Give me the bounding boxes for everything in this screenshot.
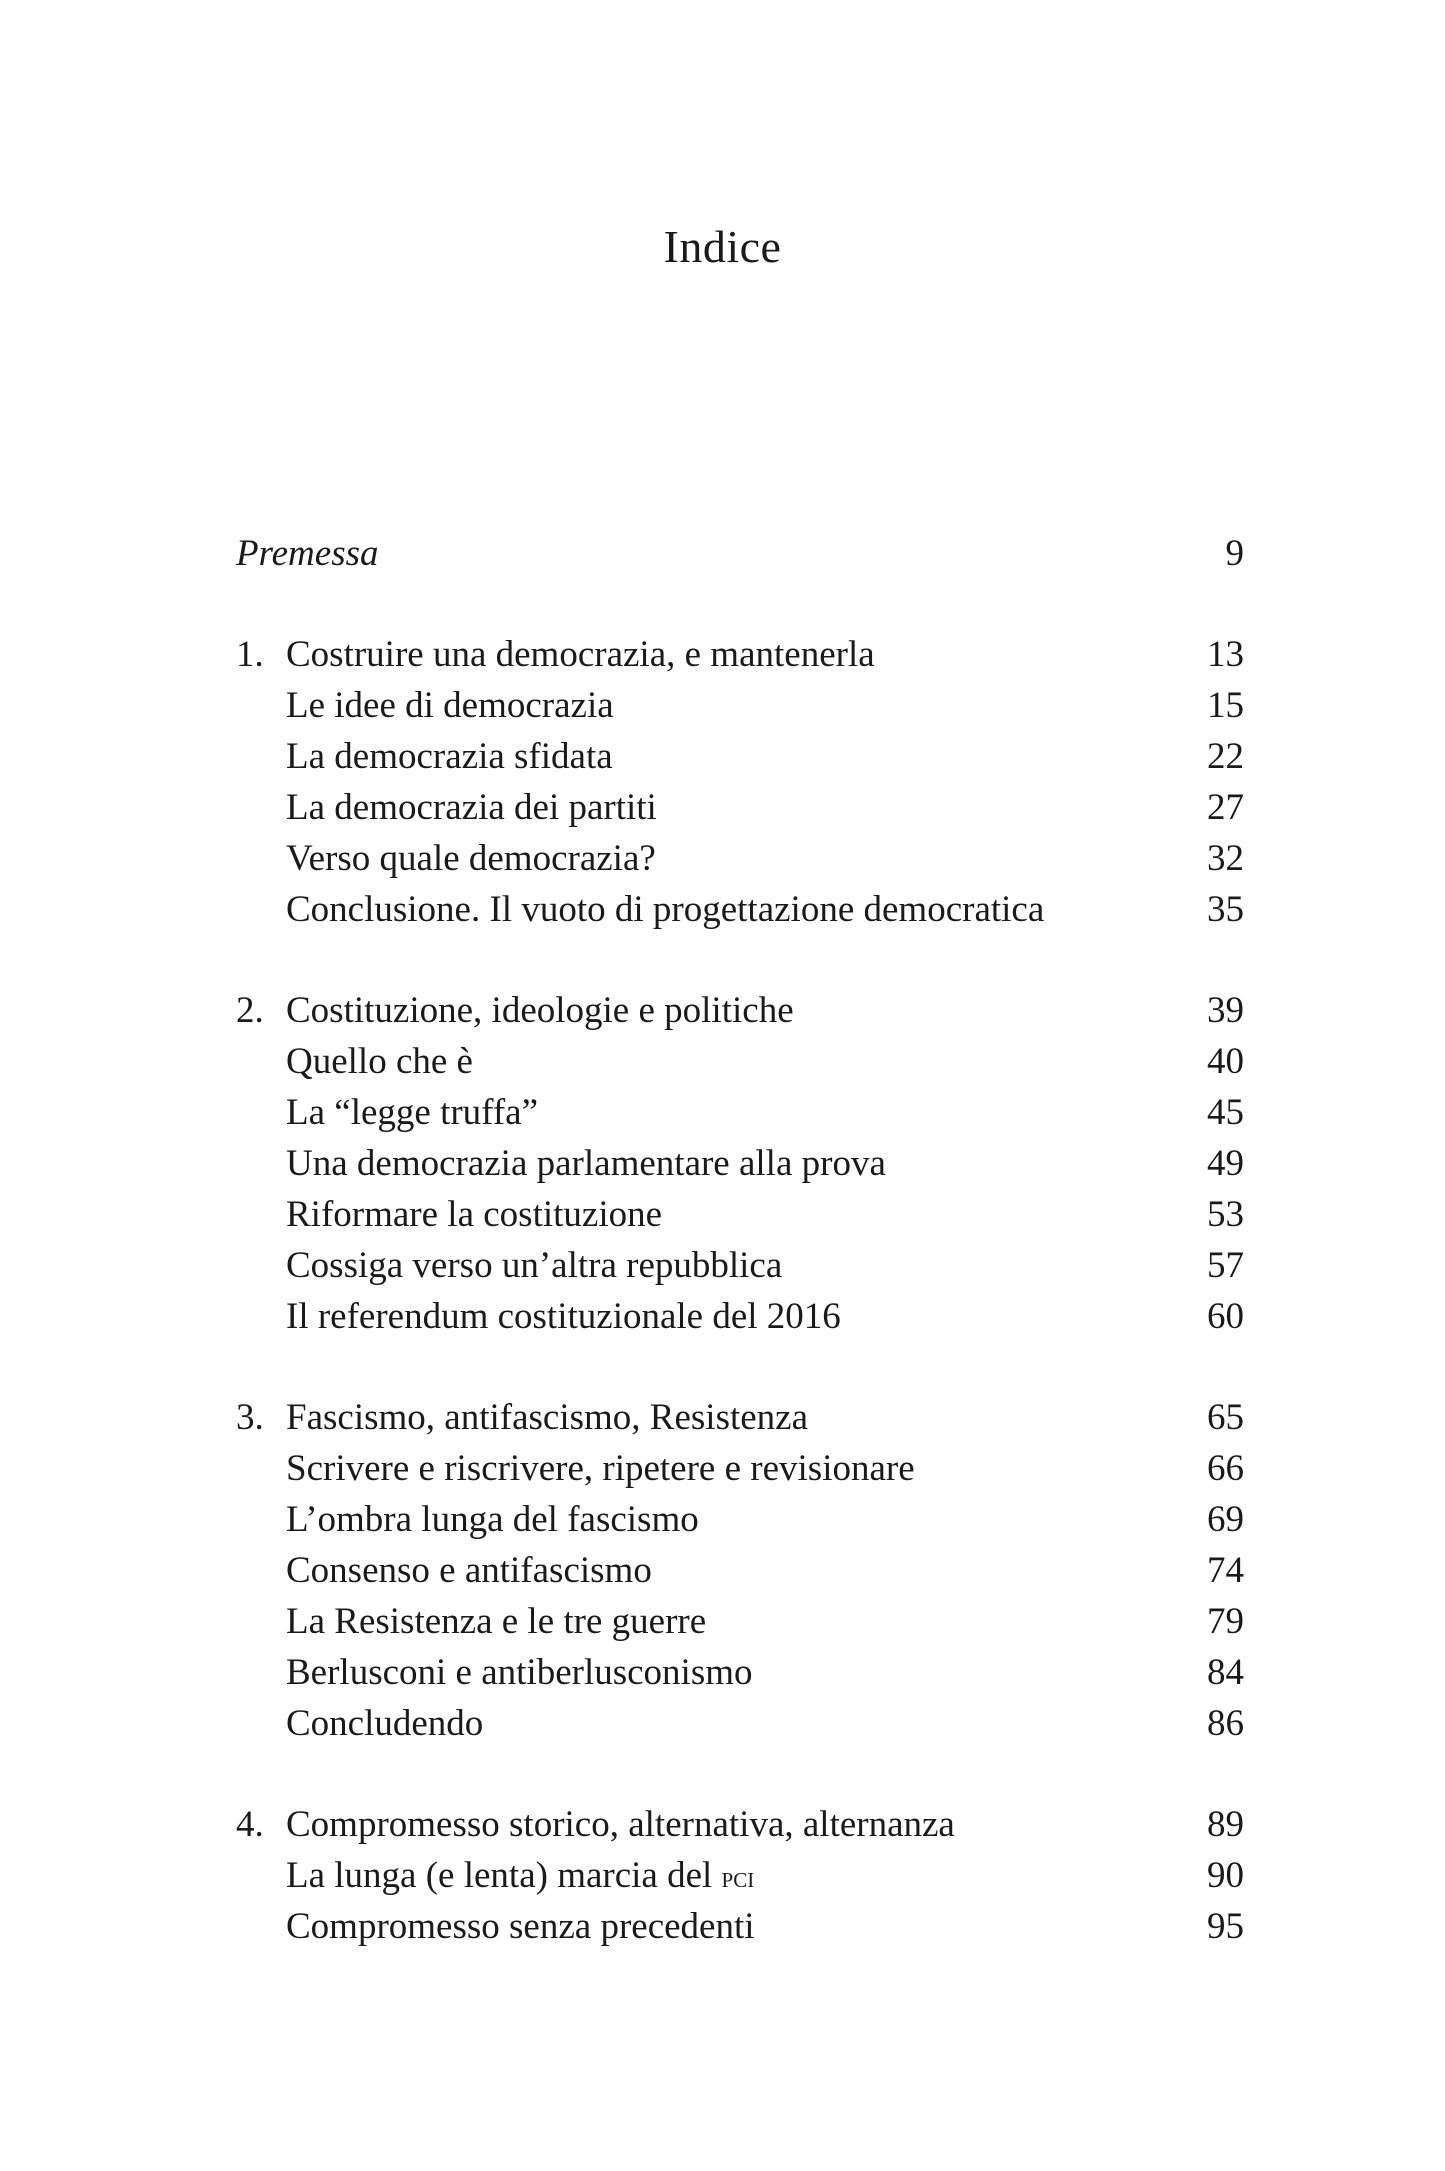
- table-of-contents: [236, 528, 1244, 1952]
- toc-section[interactable]: [236, 833, 1244, 884]
- toc-section[interactable]: [236, 1189, 1244, 1240]
- section-title: Conclusione. Il vuoto di progettazione democratica: [286, 889, 1045, 930]
- section-title: Il referendum costituzionale del 2016: [286, 1296, 841, 1337]
- toc-section[interactable]: [236, 731, 1244, 782]
- toc-chapter-3[interactable]: [236, 1392, 1244, 1443]
- toc-section[interactable]: [236, 884, 1244, 935]
- toc-section[interactable]: [236, 1087, 1244, 1138]
- toc-page-number: 74: [1207, 1550, 1244, 1591]
- section-title: La Resistenza e le tre guerre: [286, 1601, 707, 1642]
- toc-page-number: 66: [1207, 1448, 1244, 1489]
- toc-section[interactable]: [236, 1698, 1244, 1749]
- toc-page-number: 79: [1207, 1601, 1244, 1642]
- section-title: La “legge truffa”: [286, 1092, 538, 1133]
- toc-page-number: 90: [1207, 1855, 1244, 1896]
- toc-section[interactable]: [236, 680, 1244, 731]
- toc-page-number: 65: [1207, 1397, 1244, 1438]
- chapter-number: 2.: [236, 990, 264, 1031]
- toc-page-number: 53: [1207, 1194, 1244, 1235]
- toc-page-number: 45: [1207, 1092, 1244, 1133]
- toc-page-number: 95: [1207, 1906, 1244, 1947]
- section-title: Concludendo: [286, 1703, 484, 1744]
- toc-section[interactable]: [236, 1291, 1244, 1342]
- section-title-smallcaps: pci: [721, 1861, 755, 1894]
- section-title: Berlusconi e antiberlusconismo: [286, 1652, 753, 1693]
- toc-section[interactable]: [236, 1036, 1244, 1087]
- toc-page-number: 27: [1207, 787, 1244, 828]
- chapter-title: Compromesso storico, alternativa, alternanza: [286, 1804, 955, 1845]
- section-title: Scrivere e riscrivere, ripetere e revisionare: [286, 1448, 915, 1489]
- toc-page-number: 84: [1207, 1652, 1244, 1693]
- toc-page-number: 86: [1207, 1703, 1244, 1744]
- toc-section[interactable]: [236, 1596, 1244, 1647]
- toc-chapter-2[interactable]: [236, 985, 1244, 1036]
- section-title: Verso quale democrazia?: [286, 838, 656, 879]
- toc-section[interactable]: [236, 782, 1244, 833]
- section-title: Le idee di democrazia: [286, 685, 614, 726]
- section-title: La democrazia sfidata: [286, 736, 613, 777]
- section-title: Quello che è: [286, 1041, 473, 1082]
- toc-page-number: 57: [1207, 1245, 1244, 1286]
- toc-section[interactable]: [236, 1443, 1244, 1494]
- chapter-number: 4.: [236, 1804, 264, 1845]
- toc-entry-premessa[interactable]: [236, 528, 1244, 579]
- toc-section[interactable]: [236, 1647, 1244, 1698]
- toc-spacer: [236, 935, 1244, 985]
- page-title: Indice: [663, 221, 782, 272]
- toc-page-number: 89: [1207, 1804, 1244, 1845]
- toc-page-number: 40: [1207, 1041, 1244, 1082]
- toc-page-number: 35: [1207, 889, 1244, 930]
- toc-page-number: 32: [1207, 838, 1244, 879]
- toc-chapter-1[interactable]: [236, 629, 1244, 680]
- section-title: Riformare la costituzione: [286, 1194, 663, 1235]
- toc-section[interactable]: [236, 1138, 1244, 1189]
- toc-page-number: 13: [1207, 634, 1244, 675]
- toc-page-number: 49: [1207, 1143, 1244, 1184]
- section-title: L’ombra lunga del fascismo: [286, 1499, 699, 1540]
- section-title-text: La lunga (e lenta) marcia del: [286, 1855, 713, 1896]
- section-title: Una democrazia parlamentare alla prova: [286, 1143, 886, 1184]
- chapter-title: Costruire una democrazia, e mantenerla: [286, 634, 875, 675]
- toc-page-number: 22: [1207, 736, 1244, 777]
- toc-page-number: 69: [1207, 1499, 1244, 1540]
- toc-chapter-4[interactable]: [236, 1799, 1244, 1850]
- toc-page-number: 9: [1225, 533, 1244, 574]
- toc-spacer: [236, 1342, 1244, 1392]
- toc-section[interactable]: [236, 1240, 1244, 1291]
- chapter-number: 1.: [236, 634, 264, 675]
- section-title: Consenso e antifascismo: [286, 1550, 652, 1591]
- toc-page-number: 60: [1207, 1296, 1244, 1337]
- chapter-title: Fascismo, antifascismo, Resistenza: [286, 1397, 809, 1438]
- toc-section[interactable]: [236, 1545, 1244, 1596]
- section-title: La democrazia dei partiti: [286, 787, 657, 828]
- chapter-number: 3.: [236, 1397, 264, 1438]
- section-title: Compromesso senza precedenti: [286, 1906, 755, 1947]
- section-title: [236, 1850, 754, 1903]
- toc-spacer: [236, 1749, 1244, 1799]
- toc-section[interactable]: [236, 1850, 1244, 1901]
- section-title: Cossiga verso un’altra repubblica: [286, 1245, 783, 1286]
- toc-section[interactable]: [236, 1494, 1244, 1545]
- toc-section[interactable]: [236, 1901, 1244, 1952]
- toc-page-number: 39: [1207, 990, 1244, 1031]
- toc-page-number: 15: [1207, 685, 1244, 726]
- toc-spacer: [236, 579, 1244, 629]
- chapter-title: Costituzione, ideologie e politiche: [286, 990, 794, 1031]
- toc-entry-title: Premessa: [236, 533, 379, 574]
